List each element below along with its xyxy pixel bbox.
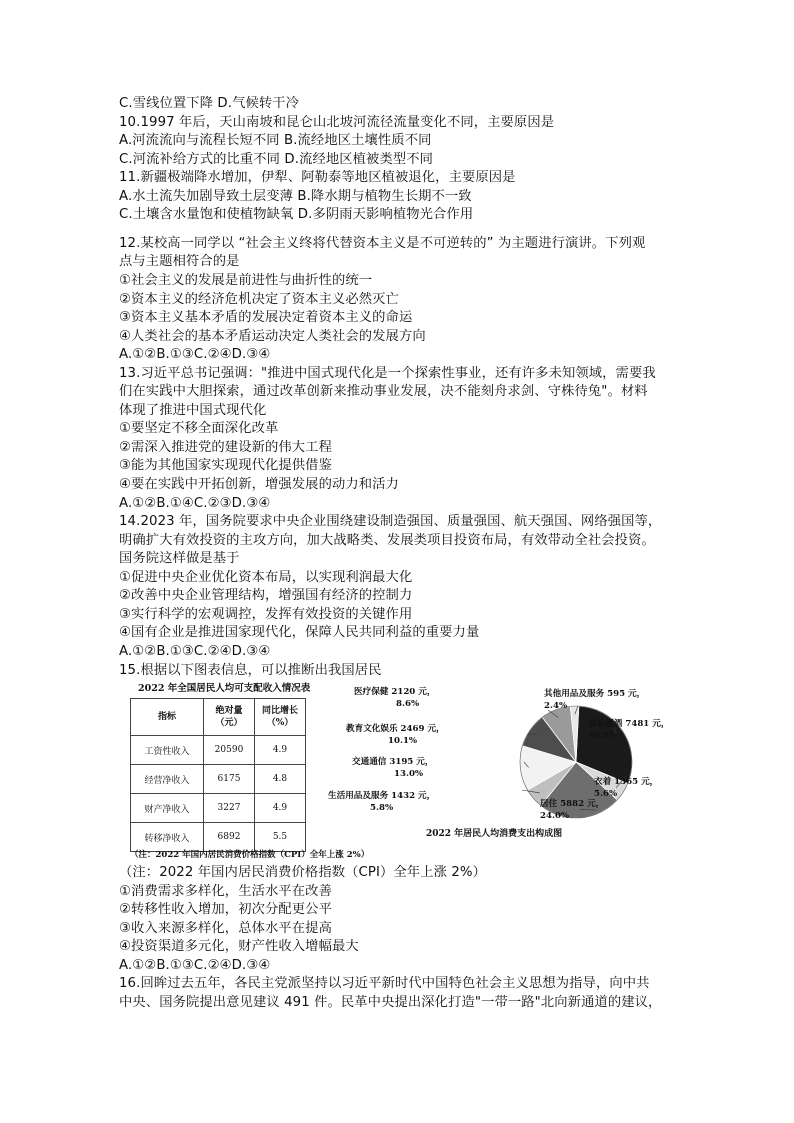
pie-label xyxy=(588,718,669,742)
pie-label xyxy=(594,776,658,800)
table-cell: 财产净收入 xyxy=(131,794,204,823)
text-line: 国务院这样做是基于 xyxy=(119,551,240,567)
text-line: 13.习近平总书记强调："推进中国式现代化是一个探索性事业，还有许多未知领域，需要我 xyxy=(119,365,656,381)
pie-label-percent: 30.5% xyxy=(588,731,618,741)
text-line: C.雪线位置下降 D.气候转干冷 xyxy=(119,96,300,111)
pie-label xyxy=(544,688,645,712)
text-line: ①社会主义的发展是前进性与曲折性的统一 xyxy=(119,272,373,288)
pie-label-category: 教育文化娱乐 2469 元， xyxy=(346,724,445,734)
table-cell: 5.5 xyxy=(255,823,306,852)
pie-label xyxy=(352,756,433,780)
table-cell: 20590 xyxy=(204,736,255,765)
table-cell: 工资性收入 xyxy=(131,736,204,765)
table-cell: 转移净收入 xyxy=(131,823,204,852)
text-line: A.①②B.①④C.②③D.③④ xyxy=(119,495,271,511)
text-line: A.河流流向与流程长短不同 B.流经地区土壤性质不同 xyxy=(119,133,432,149)
table-cell: 6175 xyxy=(204,765,255,794)
text-line: 中央、国务院提出意见建议 491 件。民革中央提出深化打造"一带一路"北向新通道的建议， xyxy=(119,994,662,1010)
text-line: 点与主题相符合的是 xyxy=(119,254,240,270)
text-line: 11.新疆极端降水增加，伊犁、阿勒泰等地区植被退化，主要原因是 xyxy=(119,170,516,186)
pie-label-category: 衣着 1365 元， xyxy=(594,777,659,787)
text-line: 明确扩大有效投资的主攻方向，加大战略类、发展类项目投资布局，有效带动全社会投资。 xyxy=(119,532,655,548)
table-header: 指标 xyxy=(131,699,204,736)
text-line: ②资本主义的经济危机决定了资本主义必然灭亡 xyxy=(119,291,399,307)
figure-income-consumption xyxy=(128,678,676,868)
table-header: 同比增长（%） xyxy=(255,699,306,736)
pie-label-percent: 5.8% xyxy=(370,803,394,813)
text-line: C.河流补给方式的比重不同 D.流经地区植被类型不同 xyxy=(119,151,434,167)
pie-label xyxy=(354,686,435,710)
text-line: ③能为其他国家实现现代化提供借鉴 xyxy=(119,458,332,474)
text-line: A.①②B.①③C.②④D.③④ xyxy=(119,957,271,973)
text-line: ④人类社会的基本矛盾运动决定人类社会的发展方向 xyxy=(119,328,426,344)
text-line: 们在实践中大胆探索，通过改革创新来推动事业发展，决不能刻舟求剑、守株待兔"。材料 xyxy=(119,384,648,400)
pie-label-category: 医疗保健 2120 元， xyxy=(354,687,436,697)
text-line: 体现了推进中国式现代化 xyxy=(119,402,267,418)
text-line: 15.根据以下图表信息，可以推断出我国居民 xyxy=(119,662,382,678)
pie-label xyxy=(346,723,445,747)
pie-label-category: 交通通信 3195 元， xyxy=(352,757,434,767)
pie-label-percent: 8.6% xyxy=(396,699,420,709)
pie-label xyxy=(328,790,435,814)
pie-label-category: 生活用品及服务 1432 元， xyxy=(328,791,436,801)
text-line: ②改善中央企业管理结构，增强国有经济的控制力 xyxy=(119,588,413,604)
pie-label-percent: 2.4% xyxy=(544,701,568,711)
text-line: ③实行科学的宏观调控，发挥有效投资的关键作用 xyxy=(119,606,413,622)
table-cell: 经营净收入 xyxy=(131,765,204,794)
table-cell: 4.8 xyxy=(255,765,306,794)
text-line: A.①②B.①③C.②④D.③④ xyxy=(119,643,271,659)
text-line: A.①②B.①③C.②④D.③④ xyxy=(119,347,271,363)
text-line: ①要坚定不移全面深化改革 xyxy=(119,421,279,437)
pie-label-percent: 10.1% xyxy=(388,736,418,746)
text-line: 12.某校高一同学以 “社会主义终将代替资本主义是不可逆转的” 为主题进行演讲。下列观 xyxy=(119,235,646,251)
pie-label-percent: 5.6% xyxy=(594,789,618,799)
table-cell: 4.9 xyxy=(255,794,306,823)
pie-title: 2022 年居民人均消费支出构成图 xyxy=(426,829,563,839)
text-line: ③资本主义基本矛盾的发展决定着资本主义的命运 xyxy=(119,310,413,326)
text-line: A.水土流失加剧导致土层变薄 B.降水期与植物生长期不一致 xyxy=(119,188,472,204)
text-line: C.土壤含水量饱和使植物缺氧 D.多阴雨天影响植物光合作用 xyxy=(119,207,474,223)
text-line: （注：2022 年国内居民消费价格指数（CPI）全年上涨 2%） xyxy=(119,865,487,880)
pie-label-category: 居住 5882 元， xyxy=(540,799,605,809)
table-cell: 4.9 xyxy=(255,736,306,765)
table-note: （注：2022 年国内居民消费价格指数（CPI）全年上涨 2%） xyxy=(130,850,370,860)
pie-label-percent: 24.0% xyxy=(540,811,570,821)
text-line: ①消费需求多样化，生活水平在改善 xyxy=(119,883,332,899)
pie-label-category: 其他用品及服务 595 元， xyxy=(544,689,646,699)
text-line: 10.1997 年后，天山南坡和昆仑山北坡河流径流量变化不同，主要原因是 xyxy=(119,114,555,130)
text-line: 14.2023 年，国务院要求中央企业围绕建设制造强国、质量强国、航天强国、网络强国等， xyxy=(119,514,662,530)
pie-label-percent: 13.0% xyxy=(394,769,424,779)
text-line: ④国有企业是推进国家现代化，保障人民共同利益的重要力量 xyxy=(119,625,480,641)
text-line: ①促进中央企业优化资本布局，以实现利润最大化 xyxy=(119,569,413,585)
table-title: 2022 年全国居民人均可支配收入情况表 xyxy=(138,683,311,694)
text-line: ④要在实践中开拓创新，增强发展的动力和活力 xyxy=(119,477,399,492)
table-cell: 3227 xyxy=(204,794,255,823)
text-line: ②转移性收入增加，初次分配更公平 xyxy=(119,902,332,918)
table-header: 绝对量（元） xyxy=(204,699,255,736)
pie-label xyxy=(540,798,604,822)
text-line: ③收入来源多样化，总体水平在提高 xyxy=(119,920,332,936)
text-line: 16.回眸过去五年，各民主党派坚持以习近平新时代中国特色社会主义思想为指导，向中共 xyxy=(119,976,650,992)
text-line: ④投资渠道多元化，财产性收入增幅最大 xyxy=(119,939,359,955)
pie-label-category: 食品烟酒 7481 元， xyxy=(588,719,670,729)
text-line: ②需深入推进党的建设新的伟大工程 xyxy=(119,439,332,455)
table-cell: 6892 xyxy=(204,823,255,852)
